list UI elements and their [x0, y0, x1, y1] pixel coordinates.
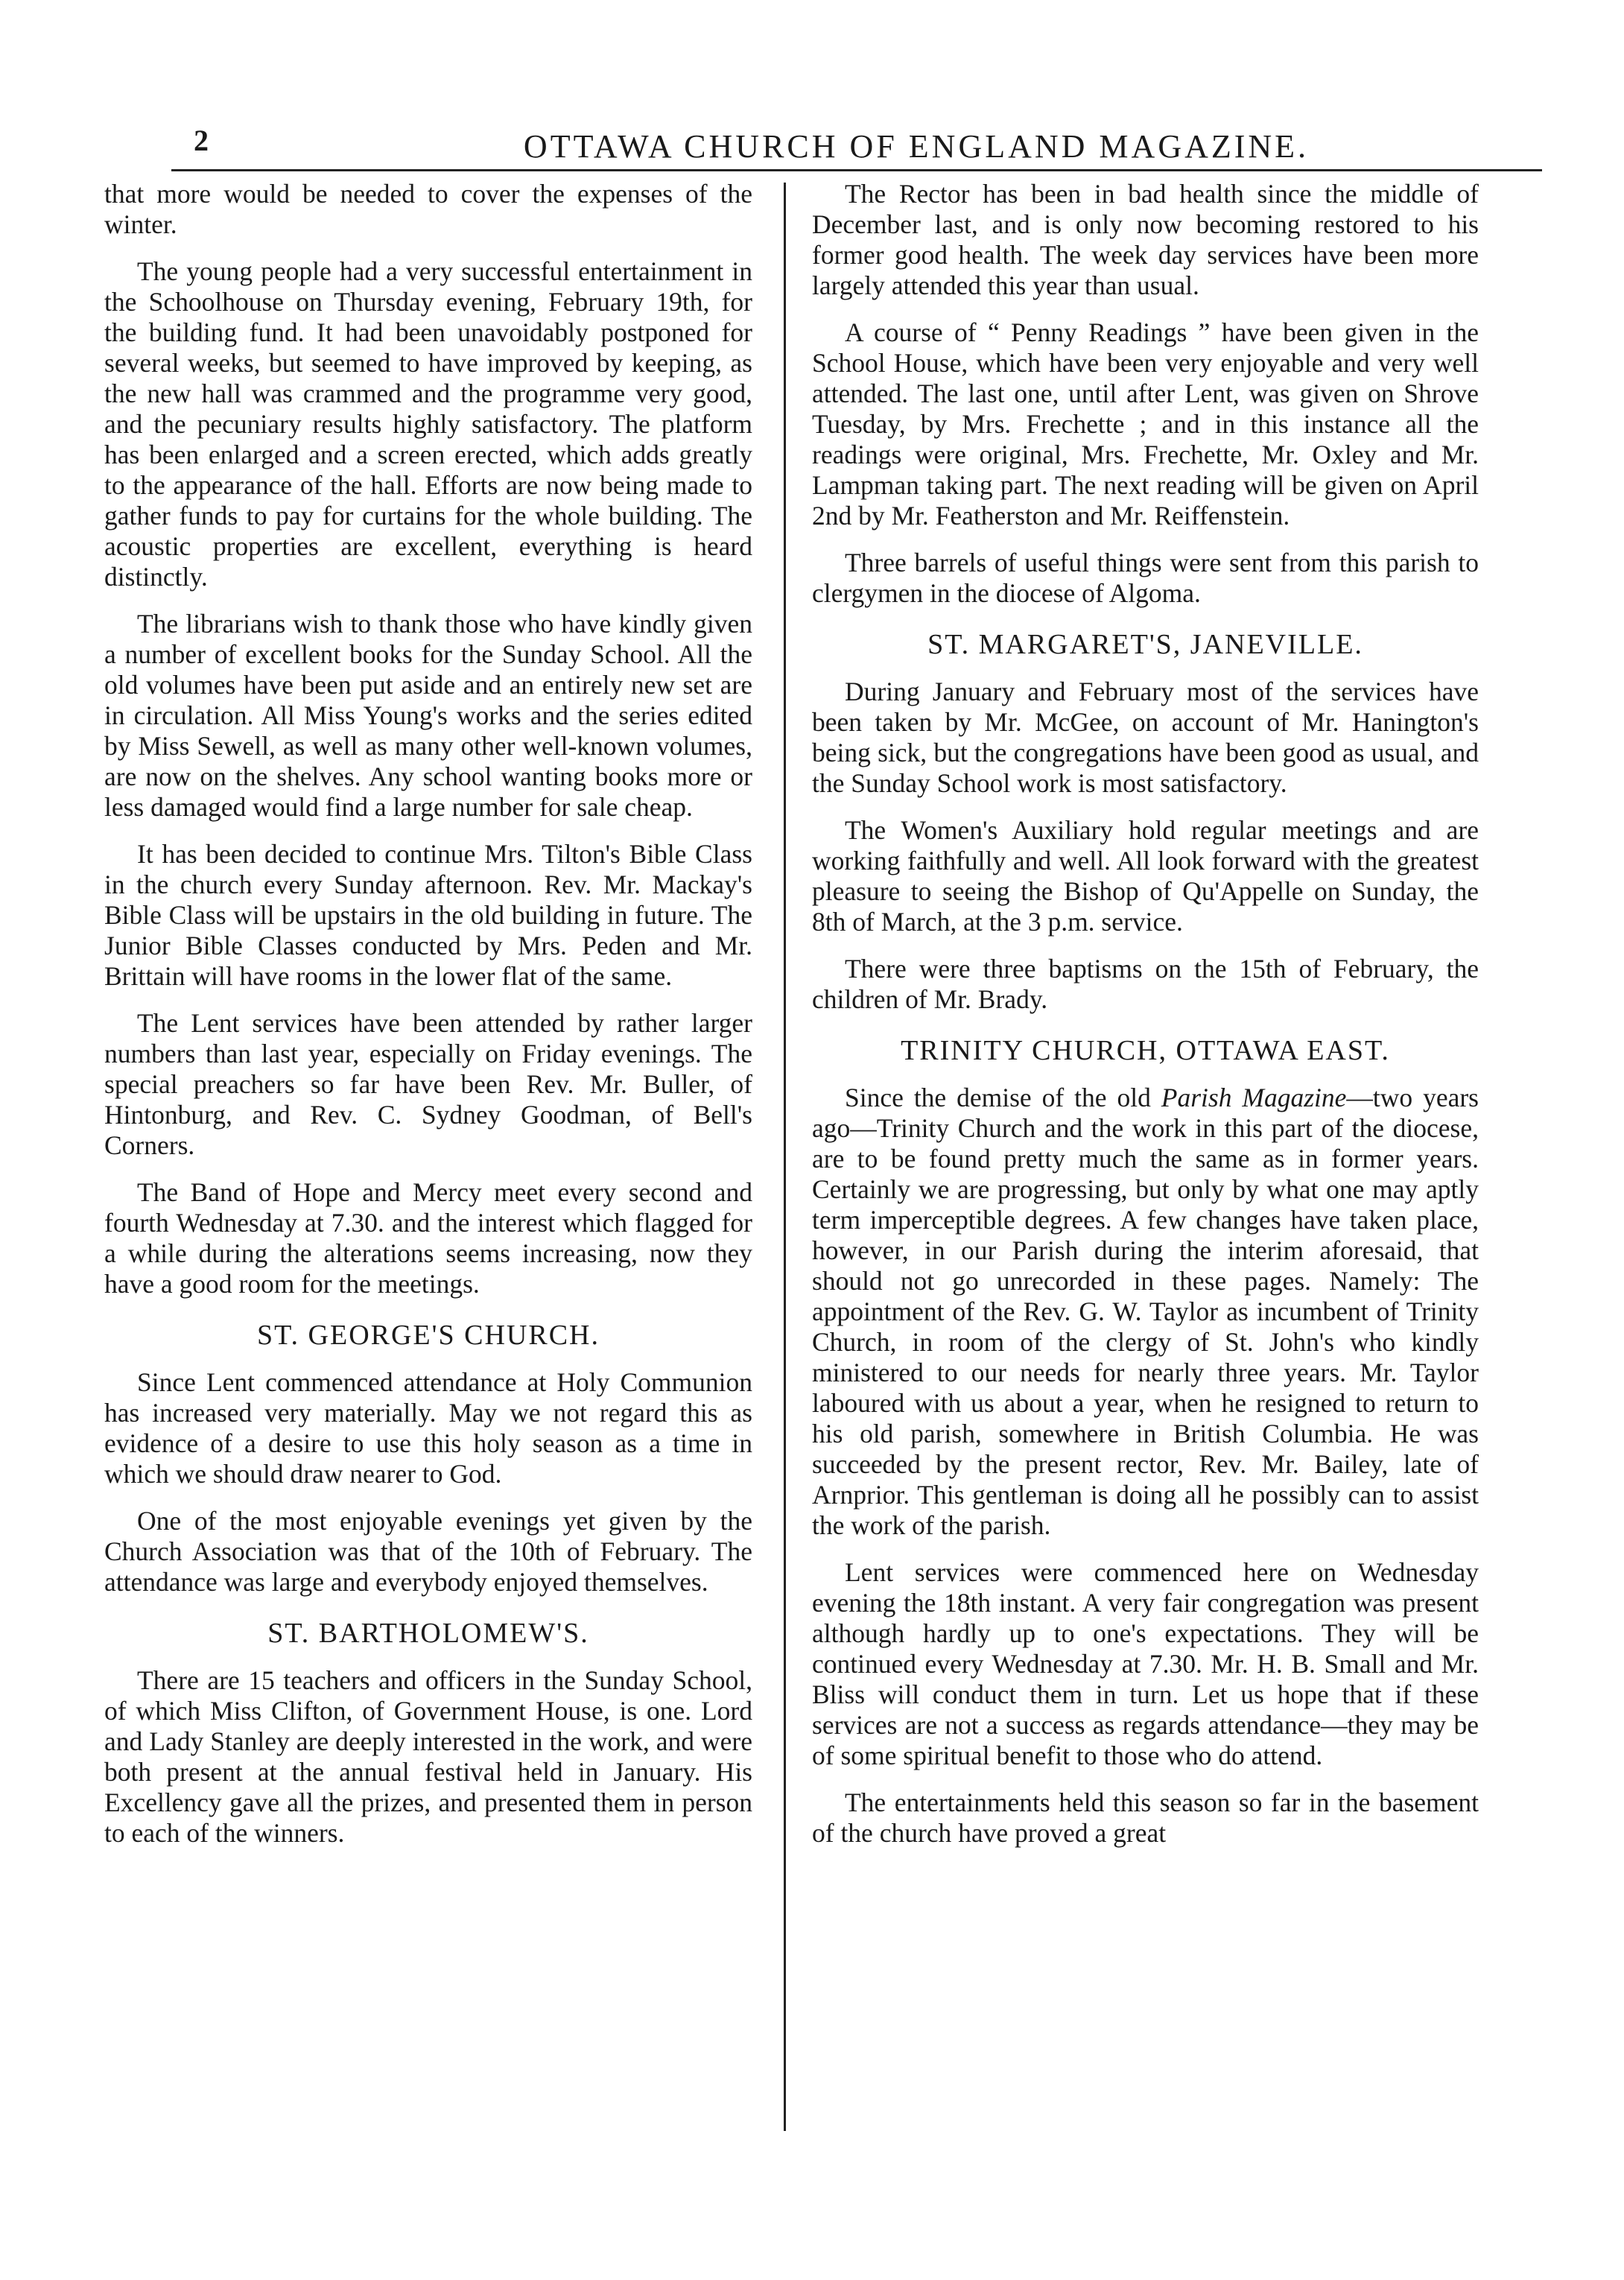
- paragraph: [812, 1083, 1479, 1541]
- paragraph: The Lent services have been attended by rather larger numbers than last year, especially on Friday evenings. The special preachers so far have been Rev. Mr. Buller, of Hintonburg, and Rev. C. Sydney Goodman, of Bell's Corners.: [104, 1008, 752, 1160]
- paragraph: The Band of Hope and Mercy meet every second and fourth Wednesday at 7.30. and the interest which flagged for a while during the alterations seems increasing, now they have a good room for the meetings.: [104, 1177, 752, 1299]
- header-rule: [171, 169, 1542, 171]
- paragraph: There were three baptisms on the 15th of February, the children of Mr. Brady.: [812, 954, 1479, 1014]
- page-header: [171, 123, 1542, 175]
- paragraph: The librarians wish to thank those who have kindly given a number of excellent books for the Sunday School. All the old volumes have been put aside and an entirely new set are in circulation. All Miss Young's works and the series edited by Miss Sewell, as well as many other well-known volumes, are now on the shelves. Any school wanting books more or less damaged would find a large number for sale cheap.: [104, 609, 752, 822]
- page-number: 2: [194, 124, 209, 157]
- paragraph: that more would be needed to cover the expenses of the winter.: [104, 179, 752, 239]
- column-divider: [784, 183, 786, 2131]
- paragraph: Three barrels of useful things were sent from this parish to clergymen in the diocese of Algoma.: [812, 548, 1479, 608]
- paragraph: Since Lent commenced attendance at Holy Communion has increased very materially. May we not regard this as evidence of a desire to use this holy season as a time in which we should draw nearer to God.: [104, 1367, 752, 1489]
- paragraph: The young people had a very successful entertainment in the Schoolhouse on Thursday evening, February 19th, for the building fund. It had been unavoidably postponed for several weeks, but seemed to have improved by keeping, as the new hall was crammed and the programme very good, and the pecuniary results highly satisfactory. The platform has been enlarged and a screen erected, which adds greatly to the appearance of the hall. Efforts are now being made to gather funds to pay for curtains for the whole building. The acoustic properties are excellent, everything is heard distinctly.: [104, 256, 752, 592]
- paragraph: There are 15 teachers and officers in the Sunday School, of which Miss Clifton, of Government House, is one. Lord and Lady Stanley are deeply interested in the work, and were both present at the annual festival held in January. His Excellency gave all the prizes, and presented them in person to each of the winners.: [104, 1665, 752, 1848]
- paragraph: During January and February most of the services have been taken by Mr. McGee, on account of Mr. Hanington's being sick, but the congregations have been good as usual, and the Sunday School work is most satisfactory.: [812, 677, 1479, 798]
- section-heading-st-margarets: ST. MARGARET'S, JANEVILLE.: [927, 629, 1363, 660]
- paragraph: A course of “ Penny Readings ” have been given in the School House, which have been very enjoyable and very well attended. The last one, until after Lent, was given on Shrove Tuesday, by Mrs. Frechette ; and in this instance all the readings were original, Mrs. Frechette, Mr. Oxley and Mr. Lampman taking part. The next reading will be given on April 2nd by Mr. Featherston and Mr. Reiffenstein.: [812, 317, 1479, 531]
- paragraph: It has been decided to continue Mrs. Tilton's Bible Class in the church every Sunday afternoon. Rev. Mr. Mackay's Bible Class will be upstairs in the old building in future. The Junior Bible Classes conducted by Mrs. Peden and Mr. Brittain will have rooms in the lower flat of the same.: [104, 839, 752, 991]
- paragraph: Lent services were commenced here on Wednesday evening the 18th instant. A very fair congregation was present although hardly up to one's expectations. They will be continued every Wednesday at 7.30. Mr. H. B. Small and Mr. Bliss will conduct them in turn. Let us hope that if these services are not a success as regards attendance—they may be of some spiritual benefit to those who do attend.: [812, 1557, 1479, 1770]
- paragraph: The entertainments held this season so far in the basement of the church have proved a great: [812, 1787, 1479, 1848]
- left-column: [104, 179, 752, 1865]
- paragraph: The Women's Auxiliary hold regular meetings and are working faithfully and well. All look forward with the greatest pleasure to seeing the Bishop of Qu'Appelle on Sunday, the 8th of March, at the 3 p.m. service.: [812, 815, 1479, 937]
- text-run: Since the demise of the old: [845, 1083, 1161, 1112]
- paragraph: One of the most enjoyable evenings yet given by the Church Association was that of the 10th of February. The attendance was large and everybody enjoyed themselves.: [104, 1506, 752, 1597]
- section-heading-st-georges: ST. GEORGE'S CHURCH.: [257, 1320, 600, 1351]
- text-run: —two years ago—Trinity Church and the work in this part of the diocese, are to be found pretty much the same as in former years. Certainly we are progressing, but only by what one may aptly term imperceptible degrees. A few changes have taken place, however, in our Parish during the interim aforesaid, that should not go unrecorded in these pages. Namely: The appointment of the Rev. G. W. Taylor as incumbent of Trinity Church, in room of the clergy of St. John's who kindly ministered to our needs for nearly three years. Mr. Taylor laboured with us about a year, when he resigned to return to his old parish, somewhere in British Columbia. He was succeeded by the present rector, Rev. Mr. Bailey, late of Arnprior. This gentleman is doing all he possibly can to assist the work of the parish.: [812, 1083, 1479, 1540]
- right-column: [812, 179, 1479, 1865]
- italic-title: Parish Magazine: [1161, 1083, 1347, 1112]
- magazine-title: OTTAWA CHURCH OF ENGLAND MAGAZINE.: [523, 128, 1310, 165]
- section-heading-st-bartholomews: ST. BARTHOLOMEW'S.: [267, 1618, 589, 1649]
- paragraph: The Rector has been in bad health since the middle of December last, and is only now becoming restored to his former good health. The week day services have been more largely attended this year than usual.: [812, 179, 1479, 300]
- section-heading-trinity: TRINITY CHURCH, OTTAWA EAST.: [901, 1035, 1390, 1066]
